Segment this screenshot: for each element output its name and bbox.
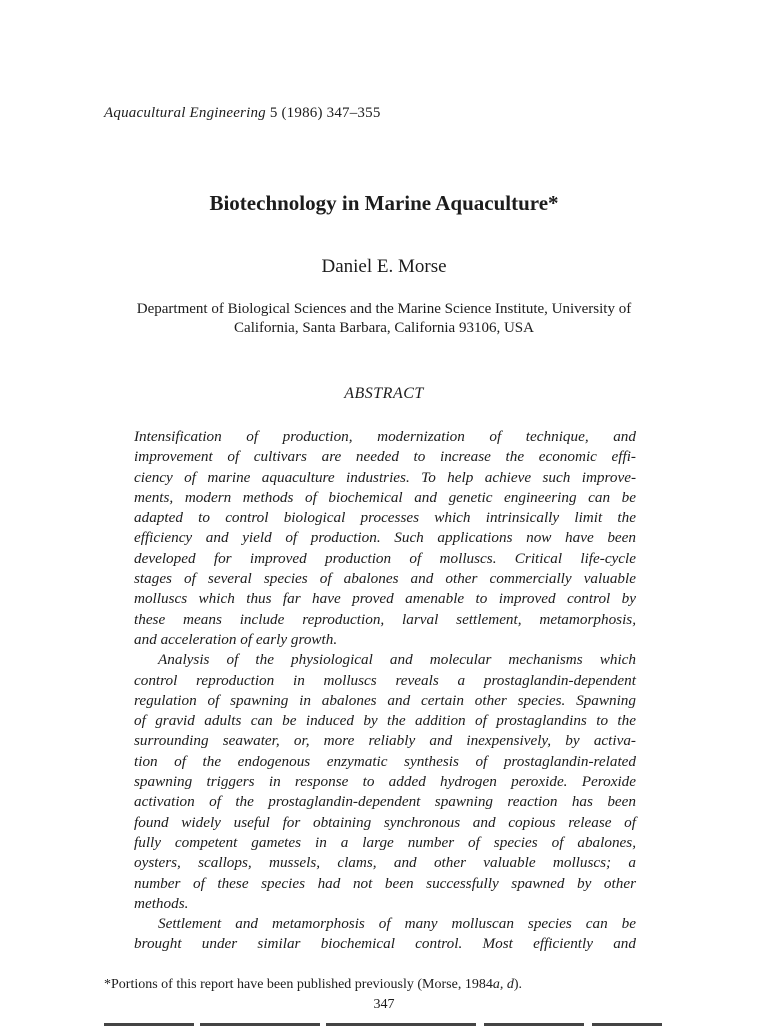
abstract-line: tion of the endogenous enzymatic synthesis of prostaglandin-related bbox=[134, 752, 636, 770]
abstract-line: activation of the prostaglandin-dependent spawning reaction has been bbox=[134, 793, 636, 811]
page-number: 347 bbox=[373, 997, 395, 1012]
journal-reference bbox=[104, 105, 381, 122]
abstract-line: molluscs which thus far have proved amenable to improved control by bbox=[134, 590, 636, 608]
abstract-line: and acceleration of early growth. bbox=[134, 630, 338, 648]
abstract-line: regulation of spawning in abalones and certain other species. Spawning bbox=[134, 691, 636, 709]
abstract-line: ciency of marine aquaculture industries. To help achieve such improve- bbox=[134, 468, 636, 486]
abstract-line: stages of several species of abalones and other commercially valuable bbox=[134, 570, 636, 588]
abstract-line: developed for improved production of molluscs. Critical life-cycle bbox=[134, 549, 636, 567]
abstract-line: these means include reproduction, larval settlement, metamorphosis, bbox=[134, 610, 636, 628]
footnote-close: ). bbox=[513, 977, 522, 992]
footnote bbox=[104, 977, 522, 993]
footnote-text: *Portions of this report have been published previously (Morse, 1984 bbox=[104, 977, 493, 992]
abstract-line: control reproduction in molluscs reveals a prostaglandin-dependent bbox=[134, 671, 636, 689]
affiliation-line: Department of Biological Sciences and the Marine Science Institute, University of bbox=[136, 301, 632, 317]
cutoff-text-fragments bbox=[104, 1019, 664, 1026]
abstract-line: efficiency and yield of production. Such applications now have been bbox=[134, 529, 636, 547]
abstract-line: of gravid adults can be induced by the addition of prostaglandins to the bbox=[134, 712, 636, 730]
abstract-line: fully competent gametes in a large number of species of abalones, bbox=[134, 833, 636, 851]
abstract-line: oysters, scallops, mussels, clams, and other valuable molluscs; a bbox=[134, 854, 636, 872]
abstract-line: brought under similar biochemical control. Most efficiently and bbox=[134, 935, 636, 953]
abstract-line: improvement of cultivars are needed to increase the economic effi- bbox=[134, 448, 636, 466]
author-name: Daniel E. Morse bbox=[321, 256, 447, 277]
abstract-line: Intensification of production, modernization of technique, and bbox=[134, 428, 636, 445]
author-affiliation bbox=[0, 300, 768, 338]
footnote-refs: a, d bbox=[492, 977, 514, 992]
abstract-line: number of these species had not been successfully spawned by other bbox=[134, 874, 636, 892]
abstract-line: spawning triggers in response to added hydrogen peroxide. Peroxide bbox=[134, 773, 636, 791]
affiliation-line: California, Santa Barbara, California 93106, USA bbox=[234, 320, 534, 336]
abstract-heading: ABSTRACT bbox=[344, 385, 424, 402]
abstract-line: methods. bbox=[134, 894, 189, 912]
abstract-line: Settlement and metamorphosis of many molluscan species can be bbox=[158, 915, 636, 933]
abstract-line: ments, modern methods of biochemical and genetic engineering can be bbox=[134, 488, 636, 506]
abstract-line: found widely useful for obtaining synchronous and copious release of bbox=[134, 813, 636, 831]
abstract-line: Analysis of the physiological and molecular mechanisms which bbox=[158, 651, 636, 669]
abstract-line: surrounding seawater, or, more reliably and inexpensively, by activa- bbox=[134, 732, 636, 750]
journal-citation: 5 (1986) 347–355 bbox=[269, 105, 381, 121]
abstract-body bbox=[134, 427, 636, 955]
article-title: Biotechnology in Marine Aquaculture* bbox=[209, 191, 559, 215]
journal-name: Aquacultural Engineering bbox=[104, 105, 266, 121]
abstract-line: adapted to control biological processes which intrinsically limit the bbox=[134, 509, 636, 527]
cutoff-copyright-strip bbox=[104, 1016, 664, 1026]
